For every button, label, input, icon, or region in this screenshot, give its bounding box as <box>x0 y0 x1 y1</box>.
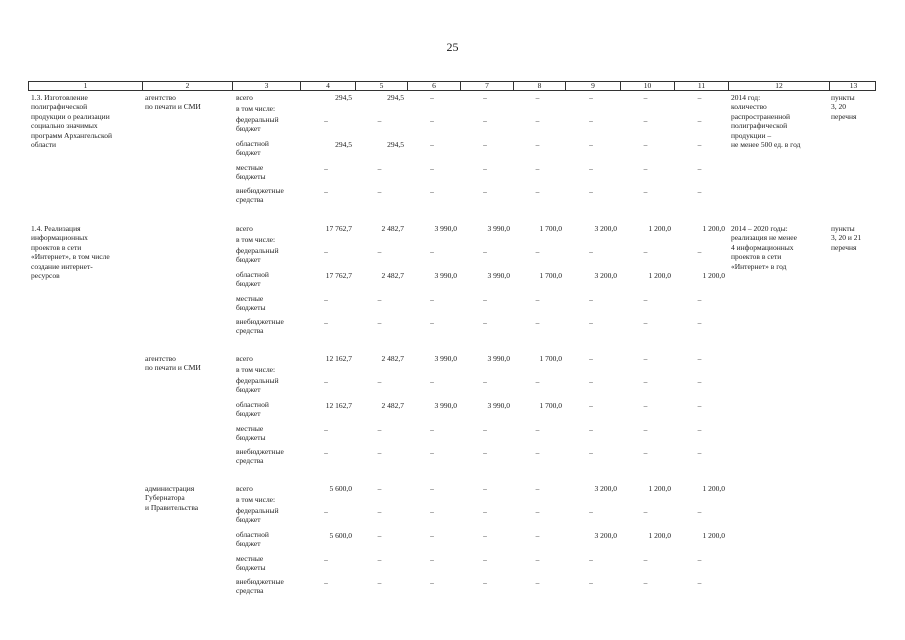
value-federal-col6: – <box>430 116 434 125</box>
value-offbudget-col5: – <box>377 187 382 196</box>
value-offbudget-col10: – <box>643 187 648 196</box>
value-offbudget-col9: – <box>589 187 593 196</box>
value-local-col9: – <box>589 164 593 173</box>
value-offbudget-col10: – <box>643 578 648 587</box>
value-federal-col7: – <box>483 377 487 386</box>
value-offbudget-col4: – <box>324 187 328 196</box>
value-regional-col10: 1 200,0 <box>648 271 671 280</box>
target-indicator: 2014 год: количество распространенной полиграфической продукции – не менее 500 ед. в год <box>731 93 801 150</box>
value-offbudget-col6: – <box>430 448 434 457</box>
executor-name: администрация Губернатора и Правительства <box>145 484 199 512</box>
value-local-col7: – <box>483 555 487 564</box>
value-federal-col10: – <box>643 116 648 125</box>
table-header-row <box>28 81 876 91</box>
value-total-col5: 2 482,7 <box>381 354 404 363</box>
value-regional-col10: 1 200,0 <box>648 531 671 540</box>
value-local-col6: – <box>430 295 434 304</box>
value-regional-col11: 1 200,0 <box>702 271 725 280</box>
value-offbudget-col11: – <box>697 187 702 196</box>
row-label-total: всего <box>236 224 253 233</box>
value-regional-col11: – <box>697 401 702 410</box>
value-local-col8: – <box>535 164 540 173</box>
row-label-federal: федеральный бюджет <box>236 506 279 525</box>
value-total-col8: 1 700,0 <box>539 354 562 363</box>
value-total-col11: – <box>697 354 702 363</box>
value-federal-col8: – <box>535 377 540 386</box>
value-regional-col9: 3 200,0 <box>594 531 617 540</box>
value-local-col9: – <box>589 555 593 564</box>
value-local-col8: – <box>535 555 540 564</box>
value-offbudget-col4: – <box>324 578 328 587</box>
value-total-col8: 1 700,0 <box>539 224 562 233</box>
row-label-federal: федеральный бюджет <box>236 246 279 265</box>
value-federal-col11: – <box>697 247 702 256</box>
value-local-col5: – <box>377 164 382 173</box>
value-local-col11: – <box>697 425 702 434</box>
value-regional-col7: 3 990,0 <box>487 401 510 410</box>
value-regional-col6: – <box>430 531 434 540</box>
row-label-regional: областной бюджет <box>236 270 269 289</box>
value-local-col5: – <box>377 555 382 564</box>
value-total-col5: 294,5 <box>387 93 404 102</box>
value-offbudget-col6: – <box>430 187 434 196</box>
value-offbudget-col4: – <box>324 318 328 327</box>
value-local-col10: – <box>643 295 648 304</box>
value-federal-col11: – <box>697 507 702 516</box>
value-total-col10: – <box>643 354 648 363</box>
value-regional-col10: – <box>643 140 648 149</box>
value-regional-col7: – <box>483 140 487 149</box>
value-regional-col9: – <box>589 140 593 149</box>
row-label-local: местные бюджеты <box>236 163 266 182</box>
value-offbudget-col8: – <box>535 448 540 457</box>
value-local-col7: – <box>483 164 487 173</box>
row-label-offbudget: внебюджетные средства <box>236 577 284 596</box>
value-federal-col7: – <box>483 247 487 256</box>
row-label-total: всего <box>236 93 253 102</box>
row-label-federal: федеральный бюджет <box>236 115 279 134</box>
value-federal-col8: – <box>535 116 540 125</box>
column-header-11: 11 <box>675 81 729 91</box>
row-label-total: всего <box>236 354 253 363</box>
value-total-col9: – <box>589 354 593 363</box>
list-items-ref: пункты 3, 20 и 21 перечня <box>831 224 862 252</box>
value-offbudget-col10: – <box>643 318 648 327</box>
row-label-federal: федеральный бюджет <box>236 376 279 395</box>
value-federal-col6: – <box>430 377 434 386</box>
value-offbudget-col4: – <box>324 448 328 457</box>
value-offbudget-col9: – <box>589 578 593 587</box>
row-label-offbudget: внебюджетные средства <box>236 447 284 466</box>
value-local-col5: – <box>377 425 382 434</box>
value-federal-col7: – <box>483 507 487 516</box>
value-federal-col8: – <box>535 247 540 256</box>
value-total-col6: – <box>430 484 434 493</box>
row-label-regional: областной бюджет <box>236 530 269 549</box>
value-regional-col6: – <box>430 140 434 149</box>
value-regional-col8: – <box>535 140 540 149</box>
value-regional-col4: 294,5 <box>335 140 352 149</box>
page-number: 25 <box>446 40 459 54</box>
row-label-offbudget: внебюджетные средства <box>236 317 284 336</box>
value-federal-col7: – <box>483 116 487 125</box>
value-total-col6: 3 990,0 <box>434 354 457 363</box>
row-label-local: местные бюджеты <box>236 294 266 313</box>
value-total-col11: 1 200,0 <box>702 484 725 493</box>
value-federal-col9: – <box>589 247 593 256</box>
column-header-4: 4 <box>301 81 356 91</box>
value-local-col11: – <box>697 295 702 304</box>
list-items-ref: пункты 3, 20 перечня <box>831 93 857 121</box>
executor-name: агентство по печати и СМИ <box>145 354 201 373</box>
measure-name: 1.3. Изготовление полиграфической продукции о реализации социально значимых программ Архангельской области <box>31 93 113 150</box>
value-local-col6: – <box>430 555 434 564</box>
value-local-col9: – <box>589 425 593 434</box>
value-total-col7: – <box>483 484 487 493</box>
value-regional-col6: 3 990,0 <box>434 401 457 410</box>
target-indicator: 2014 – 2020 годы: реализация не менее 4 информационных проектов в сети «Интернет» в год <box>731 224 797 271</box>
value-local-col10: – <box>643 164 648 173</box>
value-regional-col8: 1 700,0 <box>539 401 562 410</box>
column-header-5: 5 <box>356 81 408 91</box>
column-header-3: 3 <box>233 81 301 91</box>
value-offbudget-col11: – <box>697 578 702 587</box>
value-regional-col9: – <box>589 401 593 410</box>
value-federal-col9: – <box>589 507 593 516</box>
value-federal-col6: – <box>430 247 434 256</box>
row-label-local: местные бюджеты <box>236 424 266 443</box>
value-offbudget-col7: – <box>483 187 487 196</box>
value-federal-col9: – <box>589 377 593 386</box>
value-regional-col11: – <box>697 140 702 149</box>
value-offbudget-col8: – <box>535 578 540 587</box>
value-total-col9: 3 200,0 <box>594 484 617 493</box>
value-total-col7: – <box>483 93 487 102</box>
value-offbudget-col9: – <box>589 318 593 327</box>
value-total-col4: 5 600,0 <box>329 484 352 493</box>
value-regional-col7: – <box>483 531 487 540</box>
value-local-col11: – <box>697 555 702 564</box>
value-offbudget-col6: – <box>430 578 434 587</box>
value-total-col9: 3 200,0 <box>594 224 617 233</box>
value-total-col10: 1 200,0 <box>648 224 671 233</box>
row-label-total: всего <box>236 484 253 493</box>
value-local-col11: – <box>697 164 702 173</box>
row-label-including: в том числе: <box>236 365 276 374</box>
value-local-col7: – <box>483 425 487 434</box>
row-label-including: в том числе: <box>236 495 276 504</box>
value-total-col4: 294,5 <box>335 93 352 102</box>
value-offbudget-col8: – <box>535 318 540 327</box>
value-total-col4: 12 162,7 <box>325 354 352 363</box>
value-regional-col5: 2 482,7 <box>381 401 404 410</box>
row-label-including: в том числе: <box>236 104 276 113</box>
column-header-12: 12 <box>729 81 830 91</box>
value-federal-col8: – <box>535 507 540 516</box>
value-local-col6: – <box>430 164 434 173</box>
measure-name: 1.4. Реализация информационных проектов в сети «Интернет», в том числе создание интернет- ресурсов <box>31 224 110 281</box>
value-regional-col5: 294,5 <box>387 140 404 149</box>
column-header-13: 13 <box>849 81 858 90</box>
column-header-2: 2 <box>143 81 233 91</box>
value-total-col5: 2 482,7 <box>381 224 404 233</box>
value-local-col4: – <box>324 295 328 304</box>
value-local-col8: – <box>535 425 540 434</box>
value-regional-col6: 3 990,0 <box>434 271 457 280</box>
value-local-col9: – <box>589 295 593 304</box>
value-total-col5: – <box>377 484 382 493</box>
value-federal-col10: – <box>643 507 648 516</box>
value-federal-col10: – <box>643 247 648 256</box>
value-offbudget-col5: – <box>377 578 382 587</box>
executor-name: агентство по печати и СМИ <box>145 93 201 112</box>
value-local-col6: – <box>430 425 434 434</box>
value-regional-col4: 12 162,7 <box>325 401 352 410</box>
value-local-col4: – <box>324 555 328 564</box>
value-federal-col4: – <box>324 507 328 516</box>
value-regional-col10: – <box>643 401 648 410</box>
value-total-col11: 1 200,0 <box>702 224 725 233</box>
value-offbudget-col7: – <box>483 448 487 457</box>
column-header-8: 8 <box>514 81 566 91</box>
value-federal-col10: – <box>643 377 648 386</box>
value-total-col8: – <box>535 93 540 102</box>
value-total-col10: 1 200,0 <box>648 484 671 493</box>
row-label-including: в том числе: <box>236 235 276 244</box>
value-federal-col5: – <box>377 116 382 125</box>
value-federal-col4: – <box>324 377 328 386</box>
value-total-col9: – <box>589 93 593 102</box>
value-federal-col9: – <box>589 116 593 125</box>
value-total-col7: 3 990,0 <box>487 224 510 233</box>
column-header-1: 1 <box>29 81 143 91</box>
value-offbudget-col5: – <box>377 318 382 327</box>
value-total-col10: – <box>643 93 648 102</box>
value-offbudget-col7: – <box>483 578 487 587</box>
value-offbudget-col6: – <box>430 318 434 327</box>
value-total-col6: – <box>430 93 434 102</box>
value-regional-col7: 3 990,0 <box>487 271 510 280</box>
value-regional-col8: – <box>535 531 540 540</box>
value-total-col4: 17 762,7 <box>325 224 352 233</box>
value-local-col8: – <box>535 295 540 304</box>
value-federal-col11: – <box>697 377 702 386</box>
value-federal-col5: – <box>377 377 382 386</box>
value-federal-col6: – <box>430 507 434 516</box>
row-label-offbudget: внебюджетные средства <box>236 186 284 205</box>
value-regional-col4: 17 762,7 <box>325 271 352 280</box>
value-regional-col9: 3 200,0 <box>594 271 617 280</box>
value-regional-col8: 1 700,0 <box>539 271 562 280</box>
value-federal-col5: – <box>377 507 382 516</box>
row-label-regional: областной бюджет <box>236 400 269 419</box>
row-label-local: местные бюджеты <box>236 554 266 573</box>
value-local-col5: – <box>377 295 382 304</box>
value-offbudget-col9: – <box>589 448 593 457</box>
value-local-col4: – <box>324 425 328 434</box>
value-regional-col5: – <box>377 531 382 540</box>
value-federal-col4: – <box>324 247 328 256</box>
column-header-9: 9 <box>566 81 621 91</box>
value-local-col10: – <box>643 425 648 434</box>
value-offbudget-col11: – <box>697 318 702 327</box>
row-label-regional: областной бюджет <box>236 139 269 158</box>
value-total-col7: 3 990,0 <box>487 354 510 363</box>
value-regional-col4: 5 600,0 <box>329 531 352 540</box>
value-federal-col11: – <box>697 116 702 125</box>
value-total-col11: – <box>697 93 702 102</box>
value-local-col4: – <box>324 164 328 173</box>
value-federal-col5: – <box>377 247 382 256</box>
value-offbudget-col5: – <box>377 448 382 457</box>
value-local-col7: – <box>483 295 487 304</box>
column-header-6: 6 <box>408 81 461 91</box>
value-total-col8: – <box>535 484 540 493</box>
value-regional-col5: 2 482,7 <box>381 271 404 280</box>
value-offbudget-col11: – <box>697 448 702 457</box>
value-offbudget-col8: – <box>535 187 540 196</box>
value-regional-col11: 1 200,0 <box>702 531 725 540</box>
value-offbudget-col10: – <box>643 448 648 457</box>
value-total-col6: 3 990,0 <box>434 224 457 233</box>
column-header-7: 7 <box>461 81 514 91</box>
value-offbudget-col7: – <box>483 318 487 327</box>
column-header-10: 10 <box>621 81 675 91</box>
value-federal-col4: – <box>324 116 328 125</box>
value-local-col10: – <box>643 555 648 564</box>
